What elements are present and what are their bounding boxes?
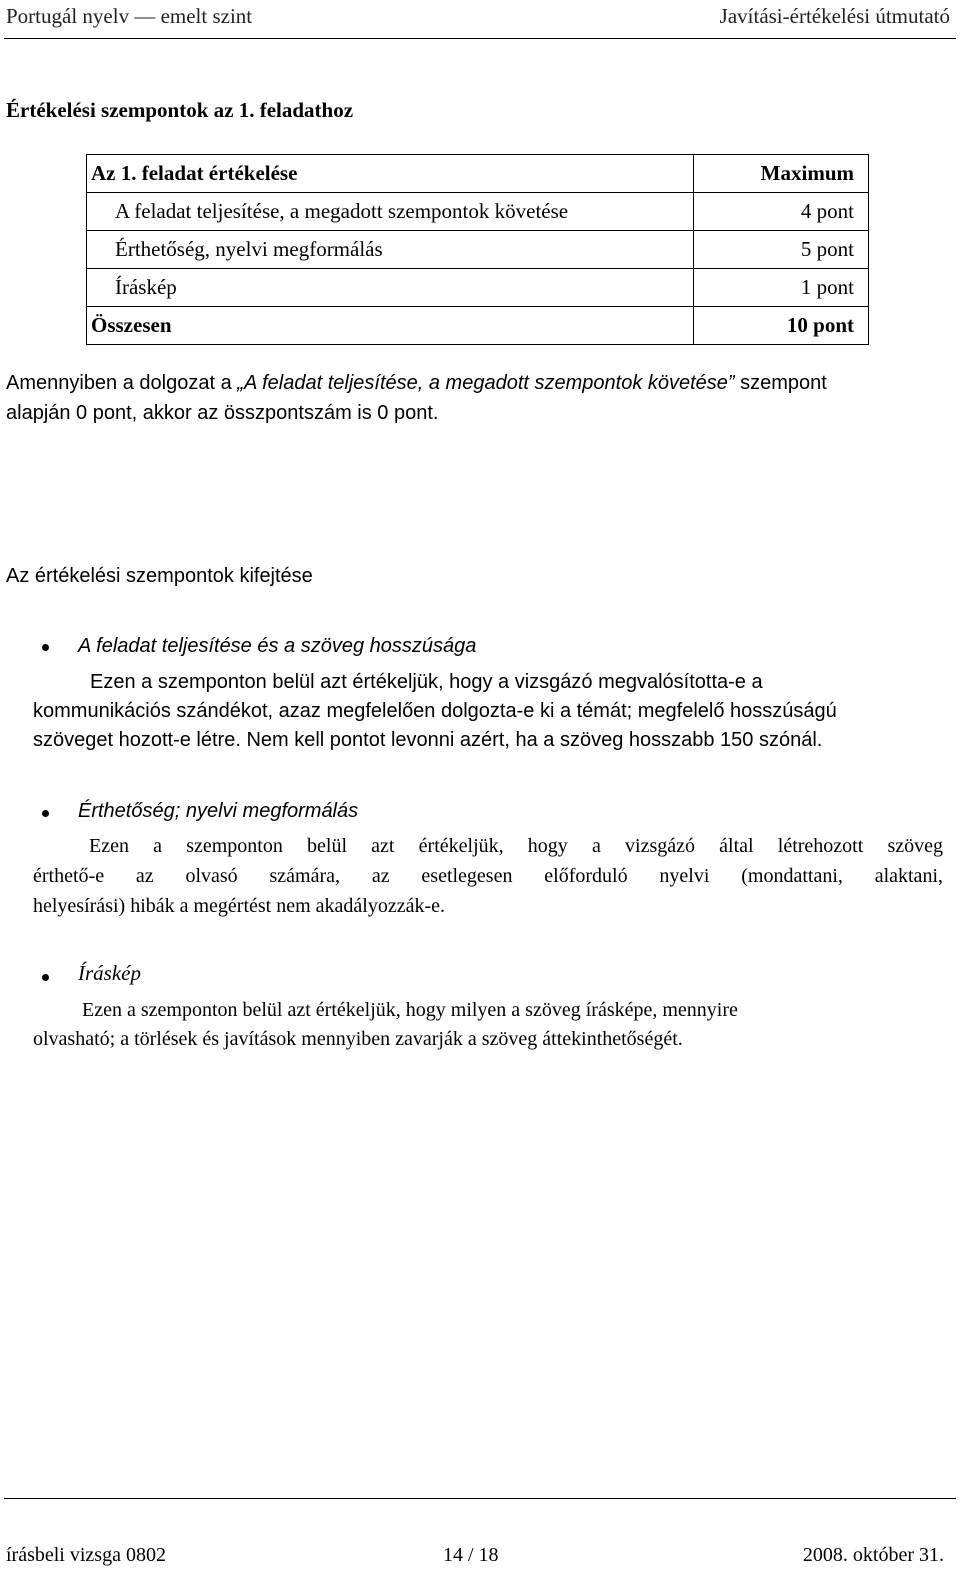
table-row-value: 4 pont [694,193,869,231]
table-head-label: Az 1. feladat értékelése [87,155,694,193]
table-row-value: 5 pont [694,231,869,269]
criterion-line: Ezen a szemponton belül azt értékeljük, hogy a vizsgázó által létrehozott szöveg [89,835,943,857]
criterion-title: Érthetőség; nyelvi megformálás [78,800,359,822]
criterion-line: Ezen a szemponton belül azt értékeljük, hogy a vizsgázó megvalósította-e a [90,671,763,693]
table-total-row [87,307,869,345]
criterion-line: kommunikációs szándékot, azaz megfelelően dolgozta-e ki a témát; megfelelő hosszúságú [33,700,837,722]
table-row-label: A feladat teljesítése, a megadott szempontok követése [87,193,694,231]
criterion-title: Íráskép [78,961,141,985]
scoring-table [86,154,869,345]
criteria-title: Az értékelési szempontok kifejtése [6,565,313,587]
bullet-icon [42,810,49,817]
footer-page-number: 14 / 18 [443,1544,499,1566]
bullet-icon [42,644,49,651]
table-head-value: Maximum [694,155,869,193]
footer-left: írásbeli vizsga 0802 [6,1544,166,1566]
note-text: Amennyiben a dolgozat a [6,372,238,394]
criterion-line: olvasható; a törlések és javítások mennyiben zavarják a szöveg áttekinthetőségét. [33,1028,683,1050]
note-line-2: alapján 0 pont, akkor az összpontszám is 0 pont. [6,402,439,424]
criterion-line: érthető-e az olvasó számára, az esetlegesen előforduló nyelvi (mondattani, alaktani, [33,865,943,887]
criterion-line: Ezen a szemponton belül azt értékeljük, hogy milyen a szöveg írásképe, mennyire [82,999,738,1021]
table-row-label: Érthetőség, nyelvi megformálás [87,231,694,269]
table-row [87,269,869,307]
table-row [87,193,869,231]
footer-date: 2008. október 31. [802,1544,944,1566]
criterion-title: A feladat teljesítése és a szöveg hosszúsága [78,635,477,657]
note-text-end: szempont [734,372,827,394]
table-header-row [87,155,869,193]
table-total-label: Összesen [87,307,694,345]
header-left: Portugál nyelv — emelt szint [6,4,253,28]
header-right: Javítási-értékelési útmutató [719,4,950,28]
footer-rule [4,1498,956,1499]
note-line-1 [6,372,946,395]
criterion-line: helyesírási) hibák a megértést nem akadályozzák-e. [33,895,446,917]
note-italic: „A feladat teljesítése, a megadott szempontok követése” [237,372,735,394]
criterion-line: szöveget hozott-e létre. Nem kell pontot levonni azért, ha a szöveg hosszabb 150 szónál. [33,729,823,751]
table-row [87,231,869,269]
header-rule [4,38,956,39]
section-title: Értékelési szempontok az 1. feladathoz [6,98,354,122]
table-row-value: 1 pont [694,269,869,307]
table-row-label: Íráskép [87,269,694,307]
table-total-value: 10 pont [694,307,869,345]
bullet-icon [42,974,49,981]
